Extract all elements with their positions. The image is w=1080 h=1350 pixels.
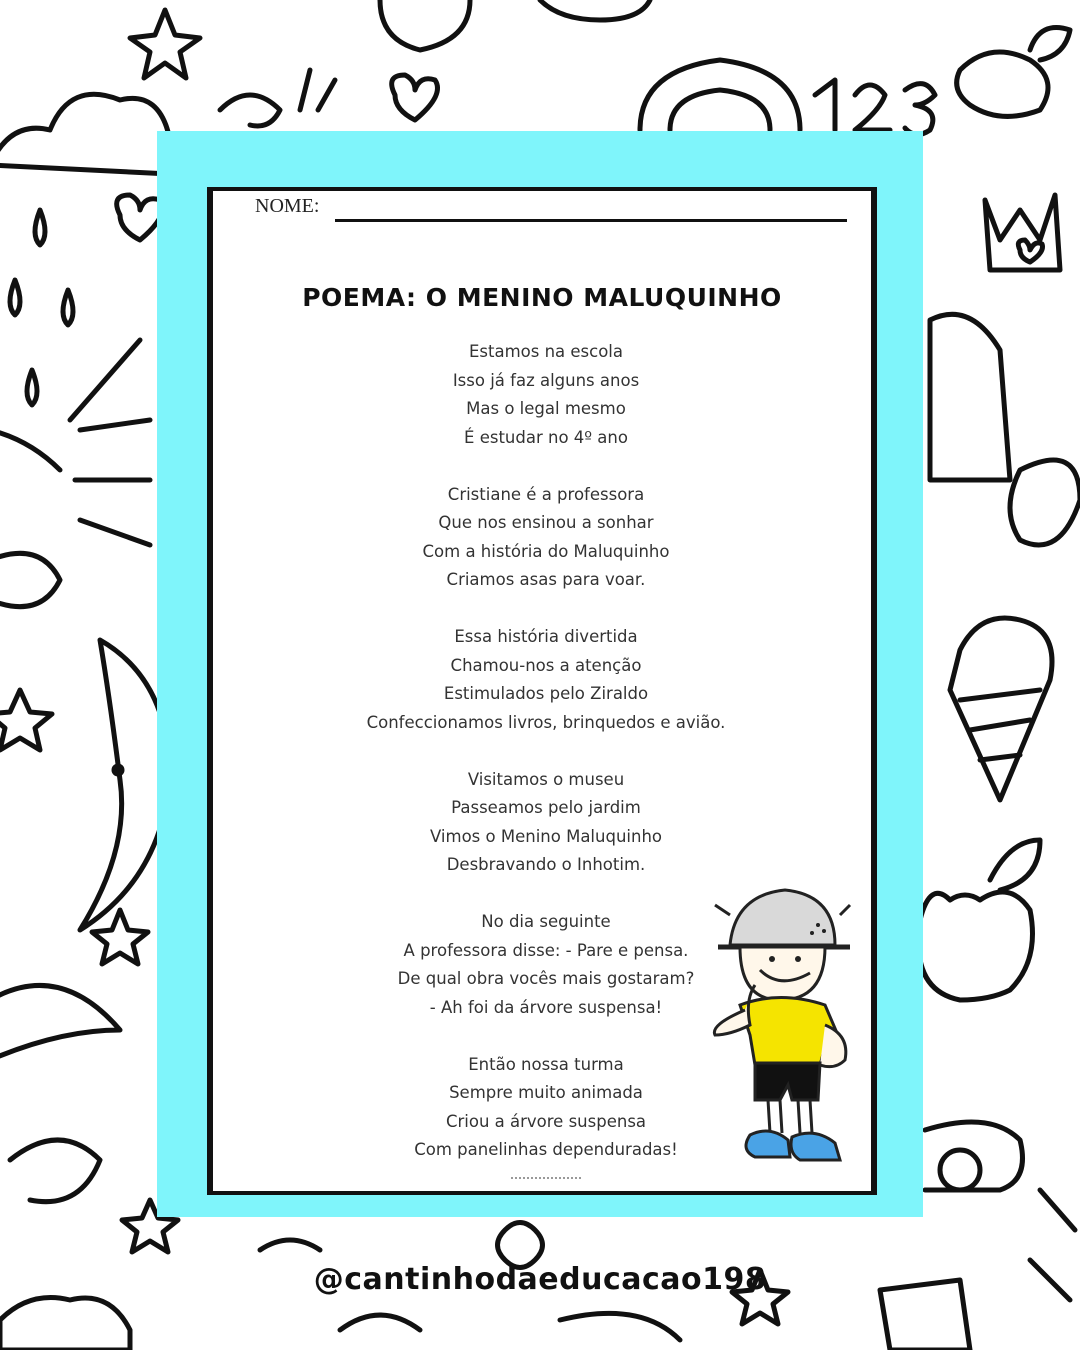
poem-stanza: [213, 766, 879, 880]
heart-icon: [1018, 240, 1042, 262]
heart-icon: [392, 75, 438, 120]
poem-line: Cristiane é a professora: [447, 484, 645, 504]
star-icon: [0, 690, 52, 750]
poem-line: - Ah foi da árvore suspensa!: [429, 997, 663, 1017]
bird-doodle: [10, 1140, 100, 1202]
cupcake-doodle: [1010, 460, 1080, 545]
cloud-doodle: [340, 1315, 420, 1330]
rainbow-doodle: [670, 90, 770, 130]
star-icon: [130, 10, 200, 78]
poem-line: Que nos ensinou a sonhar: [438, 513, 654, 532]
poem-line: Sempre muito animada: [449, 1083, 643, 1102]
sun-ray: [0, 430, 60, 470]
cloud-doodle: [260, 1240, 320, 1250]
sun-ray: [70, 340, 140, 420]
poem-line: Visitamos o museu: [467, 769, 625, 789]
sun-ray: [80, 520, 150, 545]
poem-line: Chamou-nos a atenção: [450, 655, 642, 675]
poem-line: Mas o legal mesmo: [466, 399, 626, 418]
poem-line: Essa história divertida: [454, 627, 638, 646]
number-2: [855, 85, 890, 130]
poem-stanza: [213, 481, 879, 595]
poem-line: Estamos na escola: [468, 342, 624, 361]
name-label: NOME:: [255, 195, 320, 217]
poem-line: Confeccionamos livros, brinquedos e avião.: [366, 712, 726, 732]
dotted-divider: [511, 1177, 581, 1181]
poem-line: Com panelinhas dependuradas!: [414, 1140, 678, 1159]
bird-doodle: [380, 0, 470, 50]
cloud-doodle: [560, 1313, 680, 1340]
poem-line: Então nossa turma: [468, 1054, 624, 1074]
ice-cream-cone: [960, 690, 1040, 760]
poem-line: Desbravando o Inhotim.: [446, 855, 646, 874]
heart-icon: [117, 195, 163, 240]
name-row: [255, 195, 855, 223]
poem-line: Com a história do Maluquinho: [422, 541, 670, 561]
poem-line: Vimos o Menino Maluquinho: [430, 826, 662, 846]
flower-doodle: [498, 1223, 543, 1268]
number-3: [905, 84, 935, 135]
number-1: [815, 80, 835, 130]
crown-doodle: [540, 0, 650, 20]
sun-ray: [80, 420, 150, 430]
bee-wing: [1030, 28, 1070, 61]
poem-line: Criamos asas para voar.: [446, 570, 646, 589]
poem-line: Isso já faz alguns anos: [452, 370, 640, 390]
poem-line: Passeamos pelo jardim: [451, 798, 641, 817]
rocket-doodle: [930, 314, 1010, 480]
rain-drop-icon: [63, 290, 73, 325]
fish-doodle: [0, 553, 60, 606]
poem-stanza: [213, 623, 879, 737]
poem-line: A professora disse: - Pare e pensa.: [403, 940, 689, 960]
ice-cream-doodle: [950, 618, 1052, 800]
poem-line: Criou a árvore suspensa: [445, 1111, 647, 1131]
poem-title: POEMA: O MENINO MALUQUINHO: [302, 283, 782, 312]
poem-line: De qual obra vocês mais gostaram?: [397, 969, 695, 988]
rain-drop-icon: [35, 210, 45, 245]
rainbow-doodle: [640, 60, 800, 130]
poem-stanza: [213, 338, 879, 452]
bee-doodle: [957, 52, 1048, 116]
leaf-doodle: [990, 840, 1040, 890]
apple-doodle: [918, 892, 1032, 1000]
umbrella-doodle: [0, 985, 120, 1060]
butterfly-antenna: [300, 70, 335, 110]
rain-drop-icon: [27, 370, 37, 405]
name-line[interactable]: [335, 219, 847, 222]
rain-drop-icon: [10, 280, 20, 315]
poem-line: Estimulados pelo Ziraldo: [443, 684, 649, 703]
menino-maluquinho-illustration: [700, 885, 860, 1175]
cloud-doodle: [0, 1298, 130, 1350]
poem-line: No dia seguinte: [481, 912, 611, 931]
instagram-handle: @cantinhodaeducacao198: [313, 1262, 767, 1297]
butterfly-doodle: [220, 95, 280, 126]
poem-line: É estudar no 4º ano: [464, 427, 628, 447]
